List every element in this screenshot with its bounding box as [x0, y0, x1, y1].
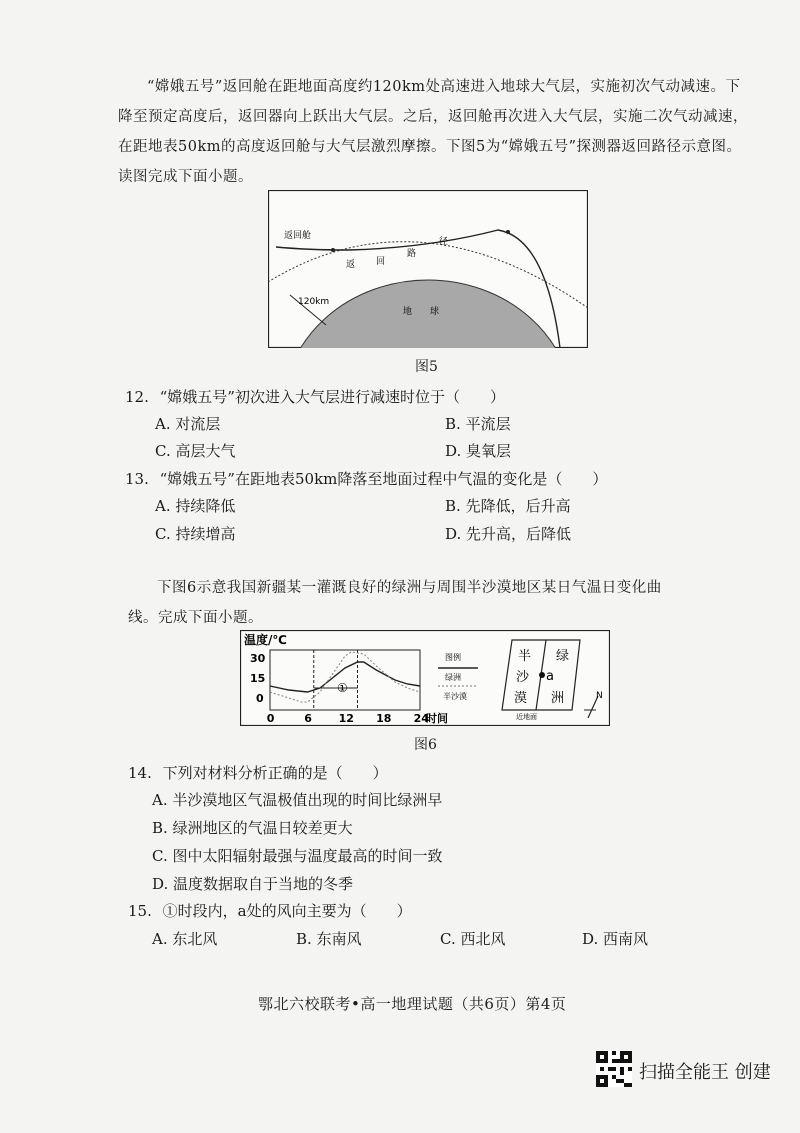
option-text: 东北风: [172, 930, 218, 948]
option-13-a: [155, 495, 235, 516]
option-text: 先降低，后升高: [465, 497, 571, 515]
earth-char-2: 球: [430, 307, 440, 317]
option-14-c: [152, 845, 443, 866]
path-char-2: 回: [376, 257, 386, 267]
y-tick-0: 0: [256, 692, 264, 705]
map-ground-label: 近地面: [516, 713, 537, 721]
legend-oasis-label: 绿洲: [445, 673, 461, 682]
path-char-1: 返: [346, 260, 356, 270]
x-tick-label: 24: [413, 712, 429, 725]
altitude-label: 120km: [298, 297, 330, 307]
option-12-d: [445, 440, 511, 461]
capsule-label: 返回舱: [284, 231, 312, 241]
question-number: 13.: [125, 470, 149, 488]
option-text: 持续降低: [175, 497, 236, 515]
point-a-marker: [539, 672, 545, 678]
question-number: 14.: [128, 764, 152, 782]
map-semi-1: 半: [518, 649, 532, 664]
figure-5-diagram: [268, 190, 588, 348]
option-15-c: [440, 928, 506, 949]
option-text: 绿洲地区的气温日较差更大: [172, 819, 353, 837]
period-marker: ①: [337, 681, 348, 695]
north-label: N: [596, 691, 603, 701]
figure-6-diagram: [240, 630, 610, 726]
page-footer: 鄂北六校联考•高一地理试题（共6页）第4页: [258, 995, 567, 1013]
passage-1: “嫦娥五号”返回舱在距地面高度约120km处高速进入地球大气层，实施初次气动减速。下降至预定高度后，返回器向上跃出大气层。之后，返回舱再次进入大气层，实施二次气动减速，在距地表50km的高度返回舱与大气层激烈摩擦。下图5为“嫦娥五号”探测器返回路径示意图。读图完成下面小题。: [118, 79, 748, 185]
option-key: D.: [582, 930, 599, 948]
option-14-d: [152, 873, 353, 894]
option-13-c: [155, 523, 236, 544]
question-stem: 下列对材料分析正确的是（ ）: [162, 764, 388, 782]
option-key: D.: [152, 875, 169, 893]
option-13-d: [445, 523, 571, 544]
option-key: B.: [445, 497, 461, 515]
option-15-d: [582, 928, 648, 949]
option-key: A.: [155, 415, 171, 433]
x-tick-label: 18: [376, 712, 392, 725]
question-14: [128, 762, 388, 783]
question-15: [128, 900, 412, 921]
legend-desert-label: 半沙漠: [443, 692, 467, 701]
passage-2: 下图6示意我国新疆某一灌溉良好的绿洲与周围半沙漠地区某日气温日变化曲线。完成下面小题。: [128, 580, 662, 626]
scanner-watermark: 扫描全能王 创建: [639, 1062, 771, 1083]
question-stem: “嫦娥五号”初次进入大气层进行减速时位于（ ）: [159, 388, 505, 406]
option-key: B.: [296, 930, 312, 948]
question-number: 12.: [125, 388, 149, 406]
option-text: 半沙漠地区气温极值出现的时间比绿洲早: [172, 791, 443, 809]
option-15-a: [152, 928, 217, 949]
question-number: 15.: [128, 902, 152, 920]
map-point-a: a: [546, 669, 554, 684]
figure-6-caption: 图6: [414, 737, 437, 753]
earth-char-1: 地: [403, 307, 413, 317]
path-point: [506, 230, 510, 234]
x-axis-label: 时间: [426, 712, 448, 725]
map-oasis-1: 绿: [556, 649, 570, 664]
option-key: C.: [155, 525, 171, 543]
option-text: 图中太阳辐射最强与温度最高的时间一致: [172, 847, 443, 865]
option-text: 西南风: [603, 930, 649, 948]
option-text: 先升高，后降低: [466, 525, 572, 543]
path-point: [331, 248, 335, 252]
option-13-b: [445, 495, 571, 516]
option-key: A.: [155, 497, 171, 515]
option-key: C.: [155, 442, 171, 460]
option-text: 温度数据取自于当地的冬季: [173, 875, 354, 893]
option-15-b: [296, 928, 362, 949]
option-text: 东南风: [316, 930, 362, 948]
legend-title: 图例: [445, 653, 461, 662]
question-12: [125, 386, 505, 407]
map-oasis-2: 洲: [551, 691, 565, 706]
option-text: 平流层: [465, 415, 511, 433]
x-tick-label: 6: [304, 712, 312, 725]
option-text: 持续增高: [175, 525, 236, 543]
option-text: 西北风: [460, 930, 506, 948]
option-12-a: [155, 413, 220, 434]
option-12-b: [445, 413, 511, 434]
y-tick-15: 15: [250, 672, 266, 685]
option-text: 臭氧层: [466, 442, 512, 460]
option-key: D.: [445, 525, 462, 543]
option-key: B.: [152, 819, 168, 837]
figure-5-caption: 图5: [415, 359, 438, 375]
x-tick-label: 12: [338, 712, 354, 725]
question-13: [125, 468, 607, 489]
option-text: 对流层: [175, 415, 221, 433]
option-key: D.: [445, 442, 462, 460]
option-12-c: [155, 440, 236, 461]
map-semi-2: 沙: [516, 670, 530, 685]
map-semi-3: 漠: [514, 691, 528, 706]
y-tick-30: 30: [250, 652, 266, 665]
question-stem: ①时段内，a处的风向主要为（ ）: [162, 902, 412, 920]
option-text: 高层大气: [175, 442, 236, 460]
x-tick-label: 0: [266, 712, 275, 725]
option-key: C.: [440, 930, 456, 948]
question-stem: “嫦娥五号”在距地表50km降落至地面过程中气温的变化是（ ）: [159, 470, 608, 488]
path-char-3: 路: [407, 249, 417, 259]
option-key: A.: [152, 930, 168, 948]
option-14-a: [152, 789, 442, 810]
option-key: C.: [152, 847, 168, 865]
option-14-b: [152, 817, 353, 838]
option-key: B.: [445, 415, 461, 433]
qr-code-icon: [596, 1051, 632, 1087]
option-key: A.: [152, 791, 168, 809]
y-axis-label: 温度/℃: [244, 633, 287, 647]
path-char-4: 径: [439, 237, 449, 247]
